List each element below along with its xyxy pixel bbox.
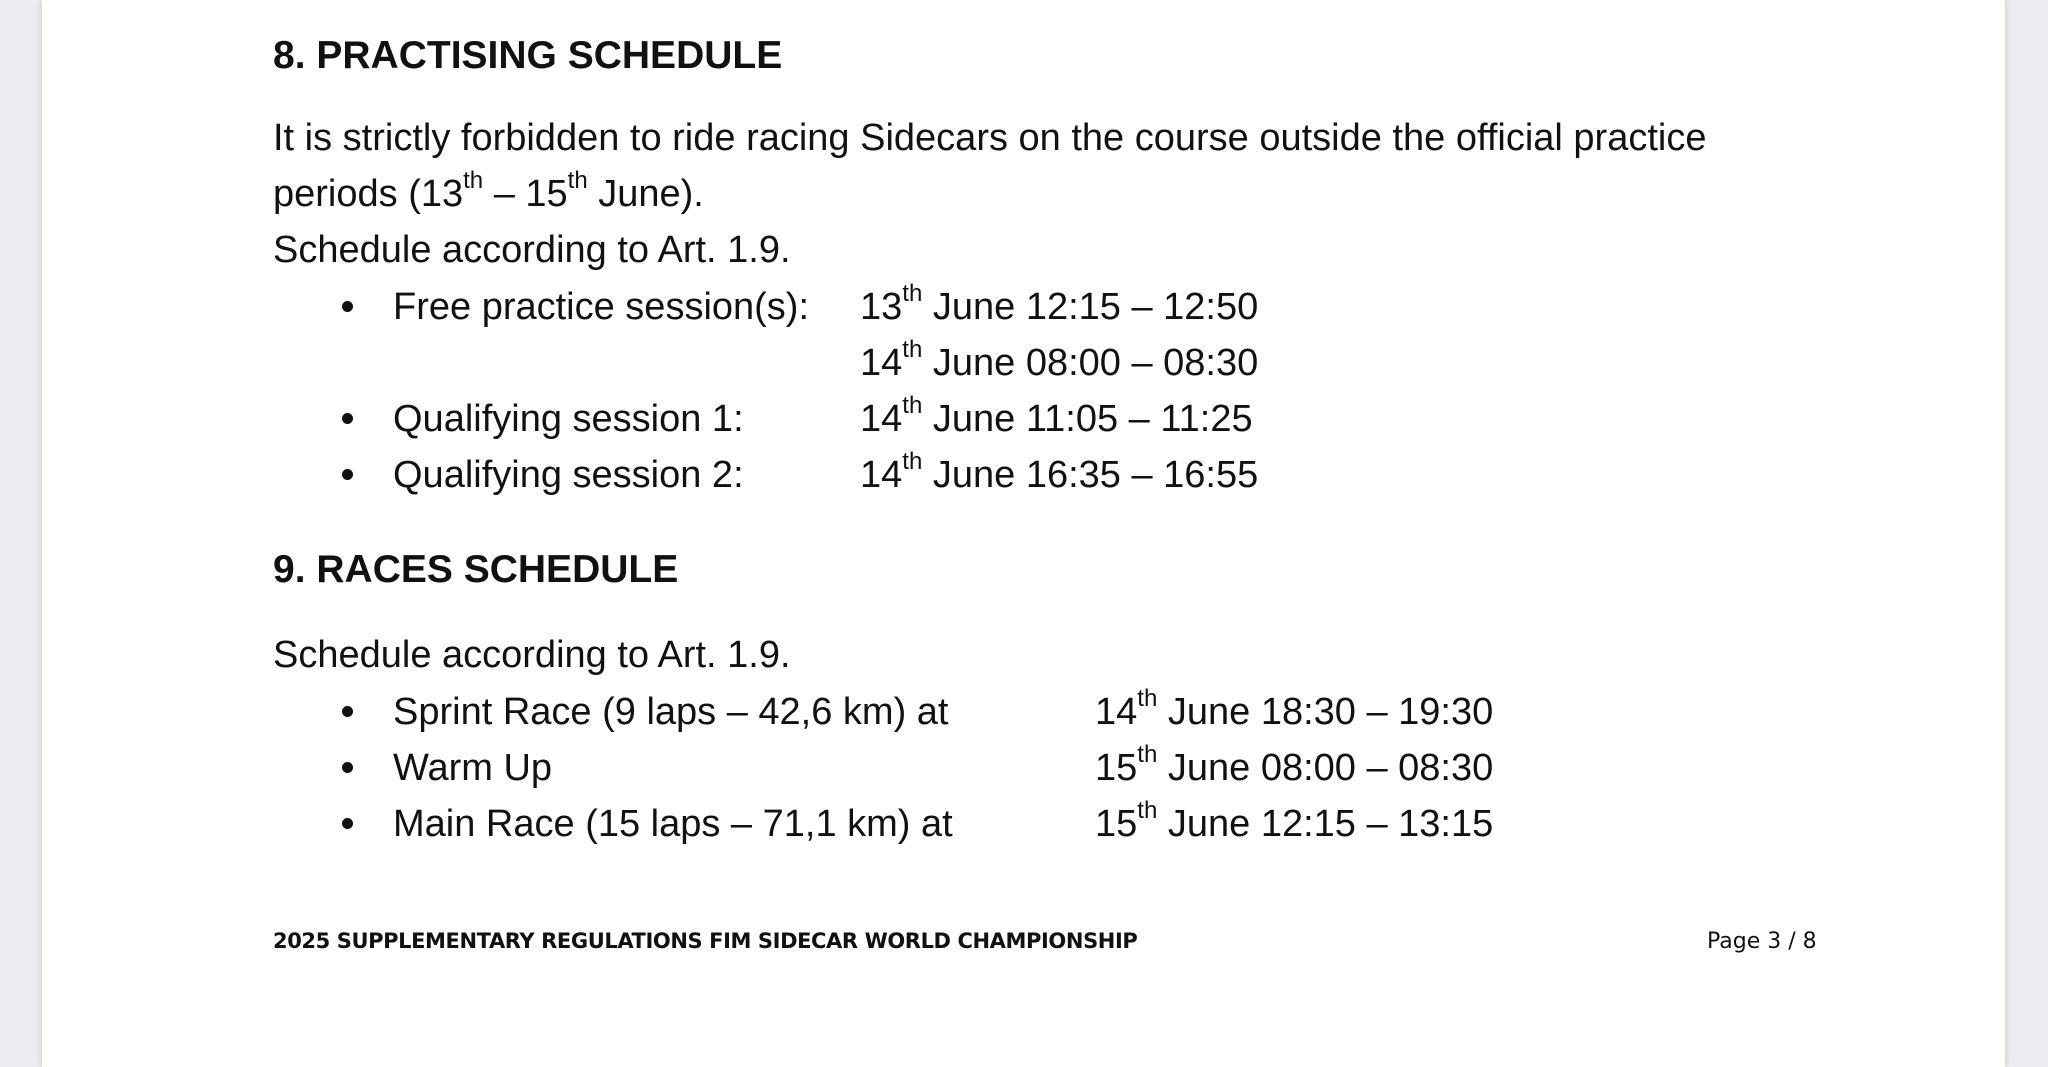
- section-8-schedule-ref: Schedule according to Art. 1.9.: [273, 229, 791, 271]
- footer-title: 2025 SUPPLEMENTARY REGULATIONS FIM SIDECAR WORLD CHAMPIONSHIP: [273, 929, 1138, 953]
- list-item-date: 15th June 12:15 – 13:15: [1095, 797, 1494, 845]
- list-item-label: Main Race (15 laps – 71,1 km) at: [393, 803, 953, 845]
- list-item-date: 14th June 11:05 – 11:25: [860, 392, 1253, 440]
- list-item-date: 15th June 08:00 – 08:30: [1095, 741, 1494, 789]
- list-item-label: Qualifying session 1:: [393, 398, 744, 440]
- section-9-schedule-ref: Schedule according to Art. 1.9.: [273, 634, 791, 676]
- bullet-icon: [337, 684, 357, 740]
- bullet-icon: [337, 447, 357, 503]
- section-8-heading: 8. PRACTISING SCHEDULE: [273, 34, 783, 77]
- bullet-icon: [337, 796, 357, 852]
- bullet-icon: [337, 740, 357, 796]
- list-item-date: 13th June 12:15 – 12:50: [860, 280, 1259, 328]
- page-number: Page 3 / 8: [1707, 929, 1817, 954]
- list-item-label: Free practice session(s):: [393, 286, 810, 328]
- section-9-heading: 9. RACES SCHEDULE: [273, 548, 679, 591]
- list-item-label: Qualifying session 2:: [393, 454, 744, 496]
- list-item-label: Warm Up: [393, 747, 553, 789]
- section-8-intro: It is strictly forbidden to ride racing Sidecars on the course outside the official practice periods (13th – 15th June).: [273, 117, 1707, 215]
- list-item-date: 14th June 16:35 – 16:55: [860, 448, 1259, 496]
- list-item-label: Sprint Race (9 laps – 42,6 km) at: [393, 691, 949, 733]
- list-item-date: 14th June 08:00 – 08:30: [860, 336, 1259, 384]
- list-item-date: 14th June 18:30 – 19:30: [1095, 685, 1494, 733]
- bullet-icon: [337, 279, 357, 335]
- document-page: [42, 0, 2005, 1067]
- bullet-icon: [337, 391, 357, 447]
